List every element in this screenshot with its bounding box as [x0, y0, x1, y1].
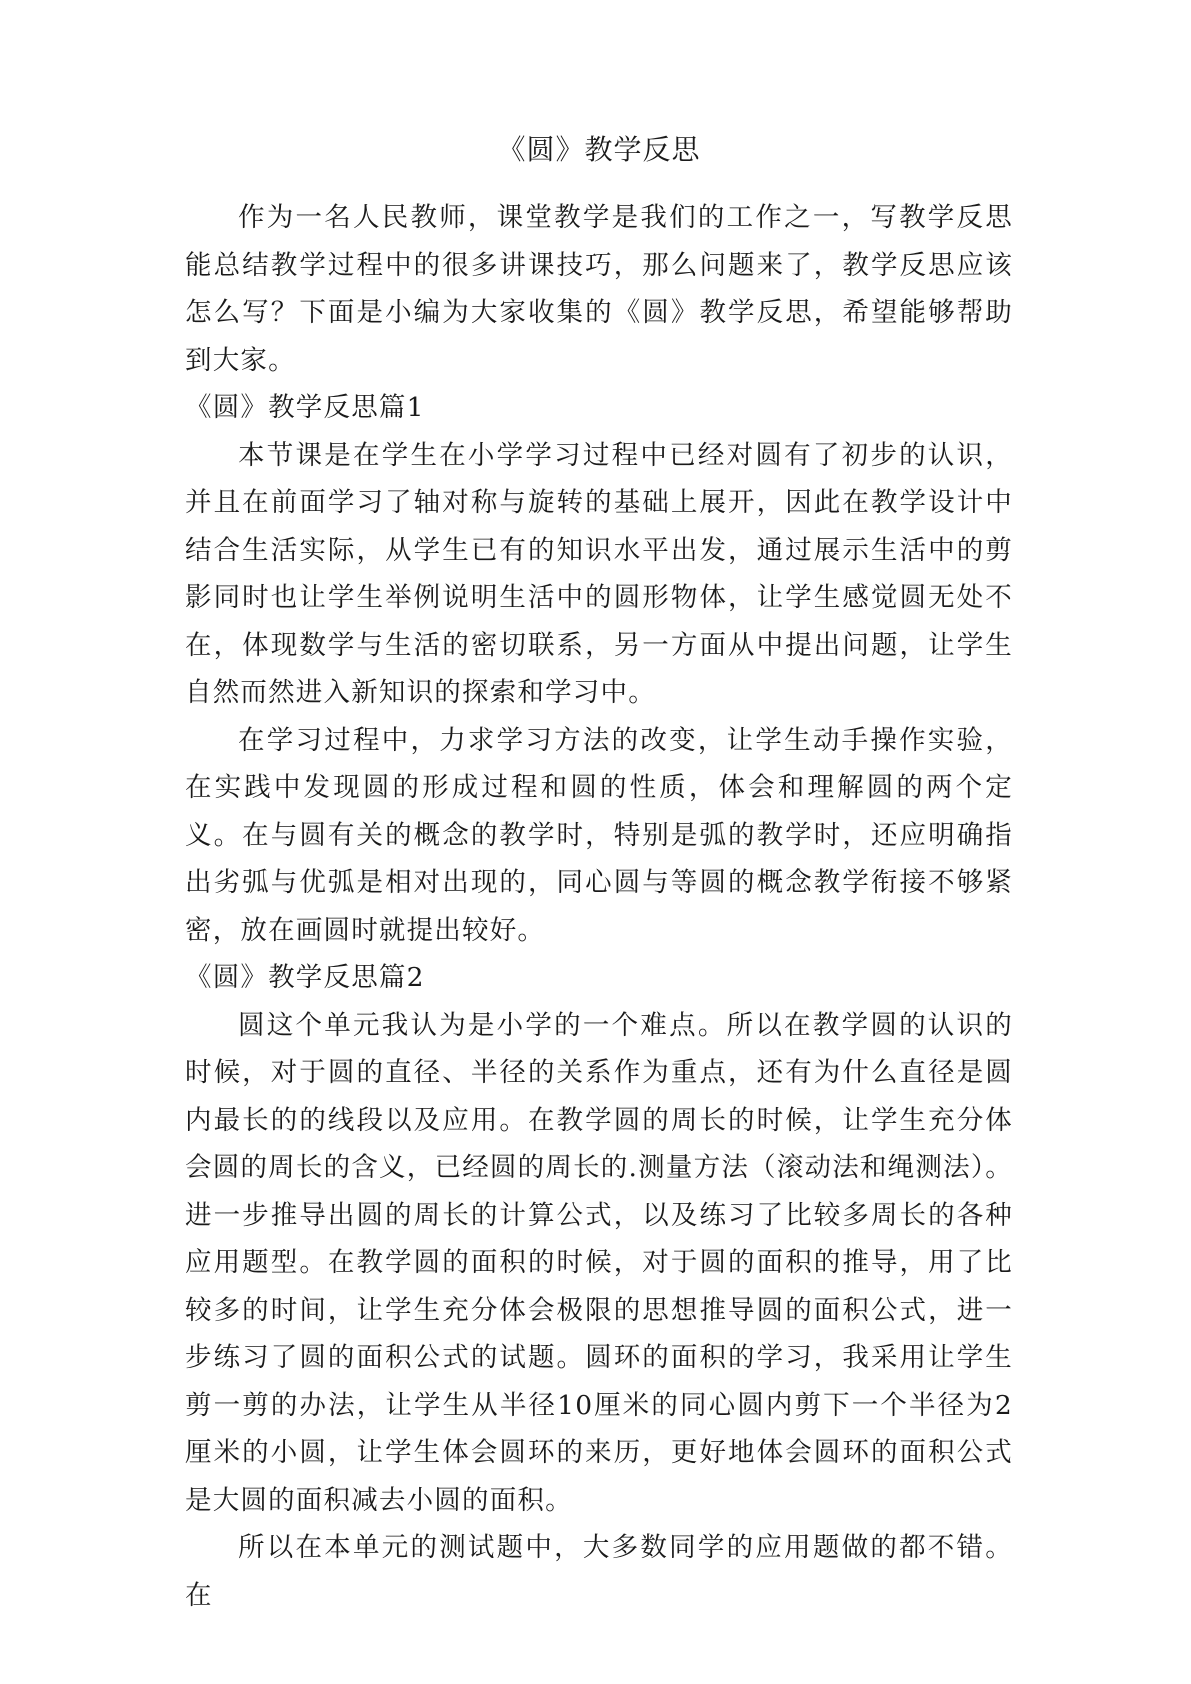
section-2: [185, 954, 1013, 1619]
body-paragraph: 所以在本单元的测试题中，大多数同学的应用题做的都不错。在: [185, 1532, 1013, 1611]
body-paragraph: 圆这个单元我认为是小学的一个难点。所以在教学圆的认识的时候，对于圆的直径、半径的关系作为重点，还有为什么直径是圆内最长的的线段以及应用。在教学圆的周长的时候，让学生充分体会圆的周长的含义，已经圆的周长的.测量方法（滚动法和绳测法）。进一步推导出圆的周长的计算公式，以及练习了比较多周长的各种应用题型。在教学圆的面积的时候，对于圆的面积的推导，用了比较多的时间，让学生充分体会极限的思想推导圆的面积公式，进一步练习了圆的面积公式的试题。圆环的面积的学习，我采用让学生剪一剪的办法，让学生从半径10厘米的同心圆内剪下一个半径为2厘米的小圆，让学生体会圆环的来历，更好地体会圆环的面积公式是大圆的面积减去小圆的面积。: [185, 1009, 1013, 1516]
document-title: 《圆》教学反思: [497, 133, 701, 166]
body-paragraph: 在学习过程中，力求学习方法的改变，让学生动手操作实验，在实践中发现圆的形成过程和圆的性质，体会和理解圆的两个定义。在与圆有关的概念的教学时，特别是弧的教学时，还应明确指出劣弧与优弧是相对出现的，同心圆与等圆的概念教学衔接不够紧密，放在画圆时就提出较好。: [185, 724, 1013, 946]
section-heading: 《圆》教学反思篇2: [185, 962, 425, 993]
body-paragraph: 本节课是在学生在小学学习过程中已经对圆有了初步的认识，并且在前面学习了轴对称与旋转的基础上展开，因此在教学设计中结合生活实际，从学生已有的知识水平出发，通过展示生活中的剪影同时也让学生举例说明生活中的圆形物体，让学生感觉圆无处不在，体现数学与生活的密切联系，另一方面从中提出问题，让学生自然而然进入新知识的探索和学习中。: [185, 439, 1013, 708]
intro-paragraph: 作为一名人民教师，课堂教学是我们的工作之一，写教学反思能总结教学过程中的很多讲课技巧，那么问题来了，教学反思应该怎么写？下面是小编为大家收集的《圆》教学反思，希望能够帮助到大家。: [185, 202, 1013, 376]
document-page: [185, 128, 1013, 1619]
section-1: [185, 384, 1013, 954]
section-heading: 《圆》教学反思篇1: [185, 392, 425, 423]
